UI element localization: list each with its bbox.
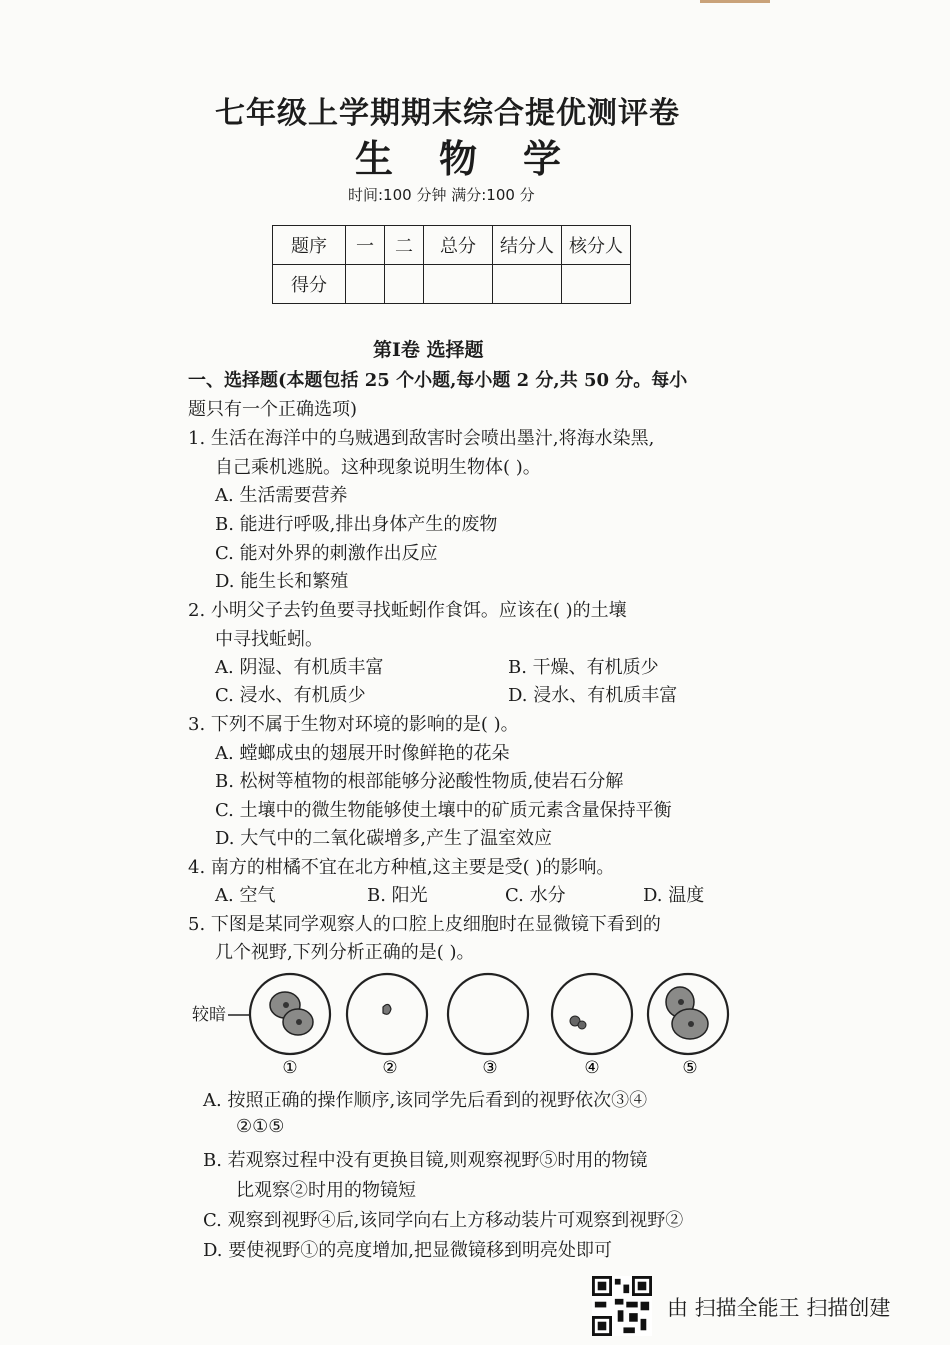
- q2-option-c: C. 浸水、有机质少: [215, 685, 366, 706]
- q2-stem: 2. 小明父子去钓鱼要寻找蚯蚓作食饵。应该在( )的土壤: [188, 600, 627, 621]
- q3-option-b: B. 松树等植物的根部能够分泌酸性物质,使岩石分解: [215, 771, 624, 792]
- q1-option-b: B. 能进行呼吸,排出身体产生的废物: [215, 514, 498, 535]
- field-label: ②: [382, 1058, 398, 1078]
- q4-option-a: A. 空气: [215, 885, 276, 906]
- score-cell: [493, 265, 562, 304]
- score-table-value-row: [273, 265, 631, 304]
- q1-stem: 1. 生活在海洋中的乌贼遇到敌害时会喷出墨汁,将海水染黑,: [188, 428, 655, 449]
- figure-label-dim: 较暗: [192, 1005, 226, 1025]
- q4-option-c: C. 水分: [505, 885, 566, 906]
- q4-option-d: D. 温度: [643, 885, 705, 906]
- q4-option-b: B. 阳光: [367, 885, 428, 906]
- q1-option-c: C. 能对外界的刺激作出反应: [215, 543, 438, 564]
- field-label: ④: [584, 1058, 600, 1078]
- microscope-fields-figure: [190, 965, 750, 1080]
- q1-stem: 自己乘机逃脱。这种现象说明生物体( )。: [215, 457, 541, 478]
- part-intro-line: 一、选择题(本题包括 25 个小题,每小题 2 分,共 50 分。每小: [188, 370, 688, 391]
- microscope-field-4: [552, 974, 632, 1054]
- watermark-text: 由 扫描全能王 扫描创建: [667, 1296, 891, 1320]
- q5-option-c: C. 观察到视野④后,该同学向右上方移动装片可观察到视野②: [203, 1210, 684, 1231]
- score-cell: 总分: [424, 226, 493, 265]
- scan-watermark: [592, 1276, 942, 1336]
- microscope-field-3: [448, 974, 528, 1054]
- score-cell: 题序: [273, 226, 346, 265]
- q3-option-a: A. 螳螂成虫的翅展开时像鲜艳的花朵: [215, 743, 510, 764]
- q5-option-b: B. 若观察过程中没有更换目镜,则观察视野⑤时用的物镜: [203, 1150, 648, 1171]
- q2-stem: 中寻找蚯蚓。: [215, 629, 323, 650]
- qr-code-icon: [592, 1276, 652, 1336]
- q5-option-a-cont: ②①⑤: [236, 1116, 285, 1137]
- field-label: ⑤: [682, 1058, 698, 1078]
- score-cell: 一: [346, 226, 385, 265]
- q4-stem: 4. 南方的柑橘不宜在北方种植,这主要是受( )的影响。: [188, 857, 615, 878]
- microscope-field-1: [250, 974, 330, 1054]
- section-title: 第Ⅰ卷 选择题: [373, 339, 484, 361]
- q2-option-a: A. 阴湿、有机质丰富: [215, 657, 384, 678]
- score-cell: [346, 265, 385, 304]
- time-info: 时间:100 分钟 满分:100 分: [348, 186, 535, 204]
- q5-option-d: D. 要使视野①的亮度增加,把显微镜移到明亮处即可: [203, 1240, 612, 1261]
- exam-title: 七年级上学期期末综合提优测评卷: [215, 96, 680, 131]
- microscope-field-2: [347, 974, 427, 1054]
- subject-title: 生物学: [355, 136, 608, 181]
- score-cell: 二: [385, 226, 424, 265]
- q1-option-d: D. 能生长和繁殖: [215, 571, 349, 592]
- scan-edge-mark: [700, 0, 770, 3]
- q3-option-c: C. 土壤中的微生物能够使土壤中的矿质元素含量保持平衡: [215, 800, 672, 821]
- q5-option-b-cont: 比观察②时用的物镜短: [236, 1180, 416, 1201]
- score-cell: [385, 265, 424, 304]
- q5-stem: 5. 下图是某同学观察人的口腔上皮细胞时在显微镜下看到的: [188, 914, 661, 935]
- score-cell: 得分: [273, 265, 346, 304]
- q2-option-d: D. 浸水、有机质丰富: [508, 685, 678, 706]
- q2-option-b: B. 干燥、有机质少: [508, 657, 659, 678]
- field-label: ①: [282, 1058, 298, 1078]
- score-cell: [424, 265, 493, 304]
- q5-option-a: A. 按照正确的操作顺序,该同学先后看到的视野依次③④: [203, 1090, 648, 1111]
- score-table-header-row: [273, 226, 631, 265]
- field-label: ③: [482, 1058, 498, 1078]
- q3-stem: 3. 下列不属于生物对环境的影响的是( )。: [188, 714, 519, 735]
- score-cell: 核分人: [562, 226, 631, 265]
- score-cell: [562, 265, 631, 304]
- q5-stem: 几个视野,下列分析正确的是( )。: [215, 942, 475, 963]
- score-cell: 结分人: [493, 226, 562, 265]
- microscope-field-5: [648, 974, 728, 1054]
- q1-option-a: A. 生活需要营养: [215, 485, 348, 506]
- part-intro-line: 题只有一个正确选项): [188, 399, 358, 420]
- score-table: [272, 225, 631, 304]
- q3-option-d: D. 大气中的二氧化碳增多,产生了温室效应: [215, 828, 552, 849]
